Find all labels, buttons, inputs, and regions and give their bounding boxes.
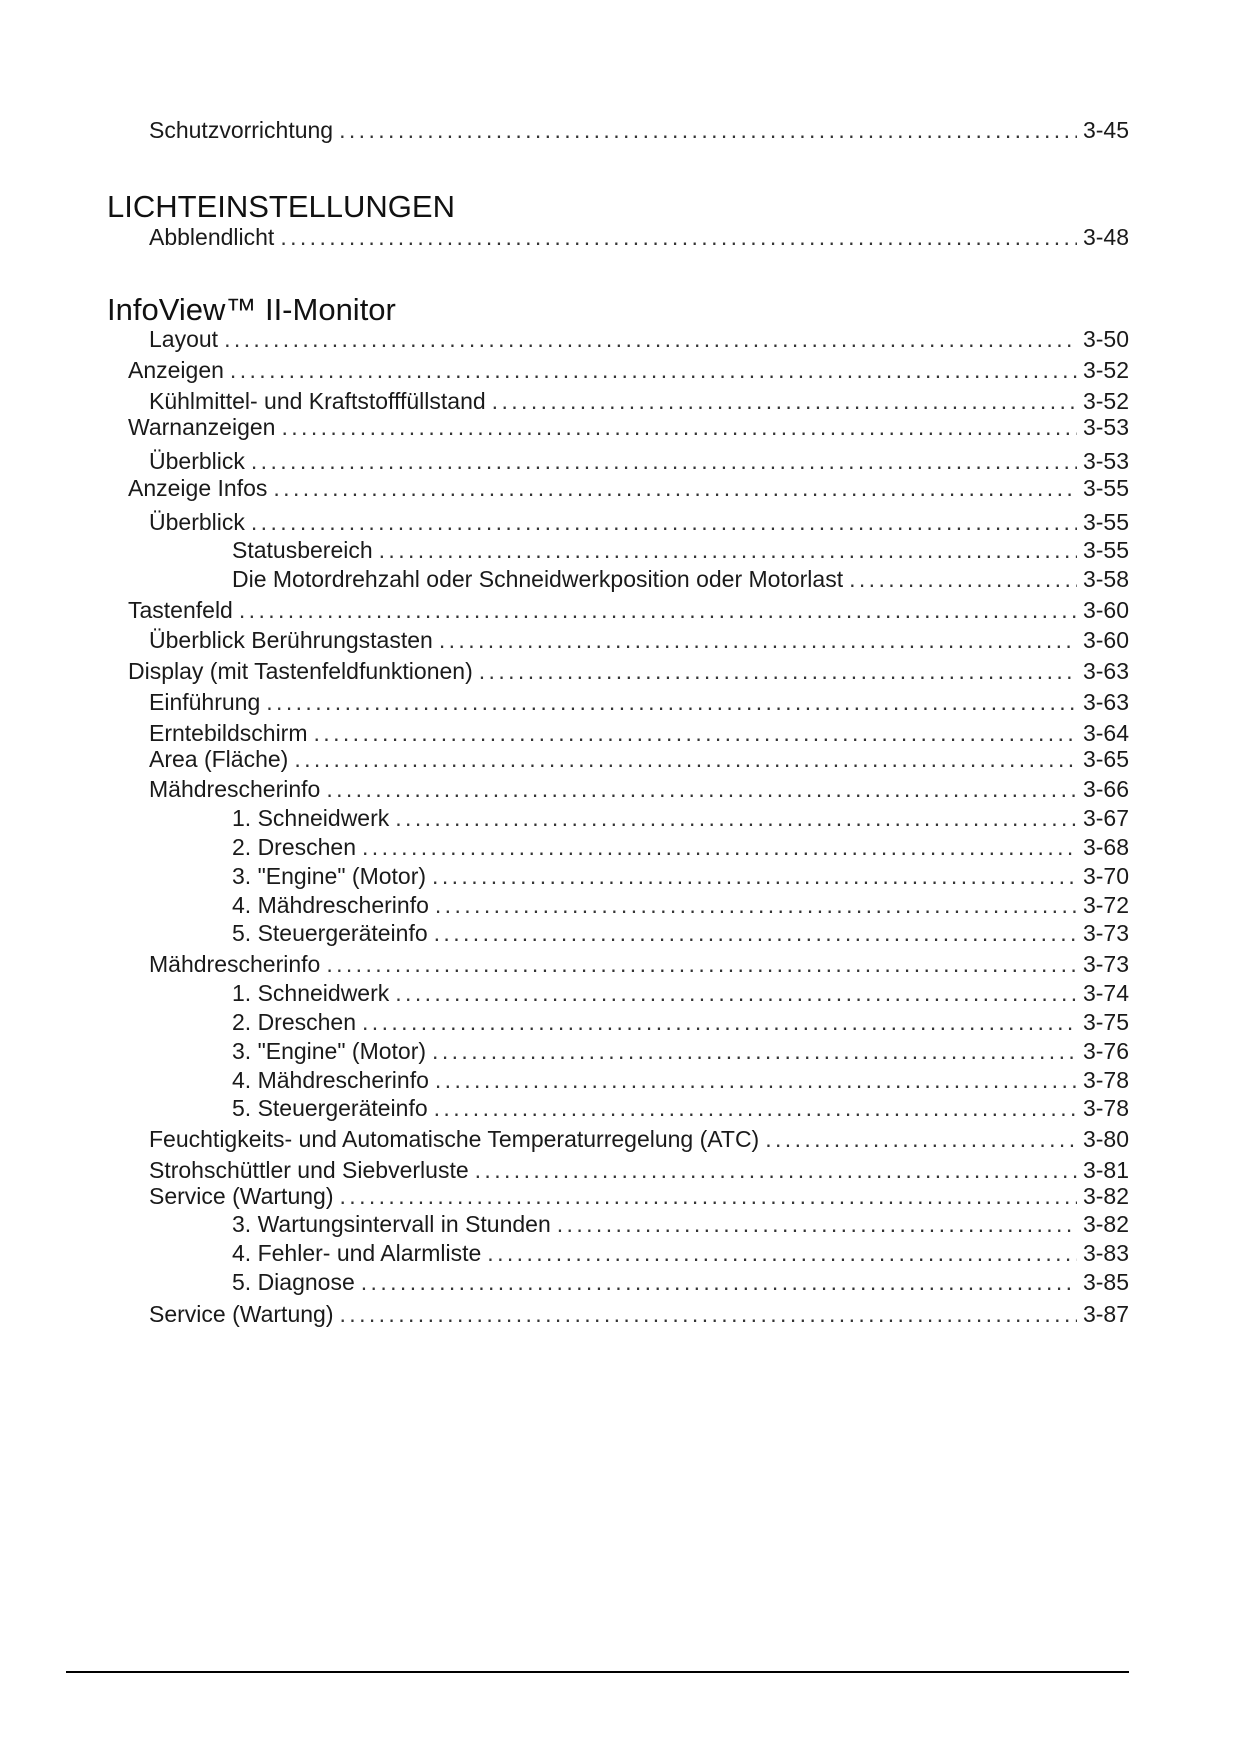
toc-entry [149, 447, 1129, 475]
toc-entry [232, 1094, 1129, 1122]
toc-entry [149, 626, 1129, 654]
toc-entry-page: 3-52 [1082, 388, 1129, 414]
toc-entry-title: Area (Fläche) [149, 746, 289, 772]
toc-entry-title: Tastenfeld [128, 597, 233, 623]
toc-entry-page: 3-83 [1082, 1240, 1129, 1266]
toc-entry-page: 3-67 [1082, 805, 1129, 831]
toc-leader-dots [434, 1094, 1077, 1122]
toc-entry-page: 3-63 [1082, 689, 1129, 715]
toc-entry-page: 3-74 [1082, 980, 1129, 1006]
toc-entry [128, 657, 1129, 685]
toc-entry [128, 356, 1129, 384]
toc-leader-dots [281, 413, 1076, 441]
toc-entry-page: 3-55 [1082, 475, 1129, 501]
toc-entry-page: 3-58 [1082, 566, 1129, 592]
toc-entry-page: 3-45 [1082, 117, 1129, 143]
toc-leader-dots [439, 626, 1077, 654]
toc-entry-page: 3-53 [1082, 448, 1129, 474]
toc-entry [149, 1182, 1129, 1210]
toc-entry [149, 508, 1129, 536]
toc-entry [149, 745, 1129, 773]
toc-entry-title: 1. Schneidwerk [232, 980, 390, 1006]
toc-entry-title: Statusbereich [232, 537, 373, 563]
toc-entry-title: Erntebildschirm [149, 720, 308, 746]
toc-leader-dots [379, 536, 1077, 564]
footer-rule [66, 1671, 1129, 1673]
toc-leader-dots [339, 1300, 1076, 1328]
toc-entry-title: Mähdrescherinfo [149, 951, 321, 977]
toc-entry-page: 3-48 [1082, 224, 1129, 250]
toc-entry-page: 3-55 [1082, 509, 1129, 535]
toc-entry-page: 3-65 [1082, 746, 1129, 772]
toc-leader-dots [435, 1066, 1077, 1094]
toc-entry [149, 1156, 1129, 1184]
toc-entry [232, 1066, 1129, 1094]
toc-entry-page: 3-81 [1082, 1157, 1129, 1183]
toc-entry [232, 1268, 1129, 1296]
toc-entry-title: Service (Wartung) [149, 1301, 334, 1327]
toc-entry [232, 1037, 1129, 1065]
toc-entry [232, 1210, 1129, 1238]
toc-leader-dots [224, 325, 1077, 353]
toc-entry [128, 596, 1129, 624]
toc-leader-dots [395, 804, 1077, 832]
toc-entry-page: 3-87 [1082, 1301, 1129, 1327]
toc-entry [232, 1008, 1129, 1036]
toc-leader-dots [479, 657, 1077, 685]
toc-entry-title: 4. Mähdrescherinfo [232, 1067, 429, 1093]
toc-leader-dots [339, 1182, 1076, 1210]
toc-leader-dots [432, 862, 1077, 890]
toc-entry-page: 3-76 [1082, 1038, 1129, 1064]
toc-entry [149, 387, 1129, 415]
toc-leader-dots [361, 1268, 1077, 1296]
toc-entry-page: 3-82 [1082, 1211, 1129, 1237]
toc-leader-dots [492, 387, 1077, 415]
toc-entry-page: 3-52 [1082, 357, 1129, 383]
toc-entry [232, 536, 1129, 564]
toc-entry-page: 3-73 [1082, 951, 1129, 977]
toc-entry-title: Überblick [149, 448, 245, 474]
toc-entry-page: 3-64 [1082, 720, 1129, 746]
toc-entry-page: 3-73 [1082, 920, 1129, 946]
toc-entry-title: 5. Diagnose [232, 1269, 355, 1295]
toc-leader-dots [239, 596, 1077, 624]
toc-leader-dots [849, 565, 1077, 593]
toc-entry-title: 4. Fehler- und Alarmliste [232, 1240, 482, 1266]
toc-entry-title: Layout [149, 326, 219, 352]
toc-leader-dots [251, 508, 1077, 536]
toc-entry-title: 5. Steuergeräteinfo [232, 920, 428, 946]
toc-leader-dots [432, 1037, 1077, 1065]
toc-entry-page: 3-68 [1082, 834, 1129, 860]
toc-entry-title: Display (mit Tastenfeldfunktionen) [128, 658, 473, 684]
toc-entry-page: 3-50 [1082, 326, 1129, 352]
toc-entry-title: 5. Steuergeräteinfo [232, 1095, 428, 1121]
toc-entry-title: Strohschüttler und Siebverluste [149, 1157, 469, 1183]
toc-entry-title: Mähdrescherinfo [149, 776, 321, 802]
toc-entry [232, 565, 1129, 593]
toc-entry-title: Warnanzeigen [128, 414, 276, 440]
toc-entry [149, 719, 1129, 747]
toc-leader-dots [434, 919, 1077, 947]
toc-entry [149, 325, 1129, 353]
toc-entry [232, 1239, 1129, 1267]
toc-entry-title: 2. Dreschen [232, 1009, 357, 1035]
toc-entry-title: Abblendlicht [149, 224, 275, 250]
toc-entry-page: 3-55 [1082, 537, 1129, 563]
toc-entry-title: 3. Wartungsintervall in Stunden [232, 1211, 551, 1237]
toc-entry-page: 3-75 [1082, 1009, 1129, 1035]
toc-entry-title: Feuchtigkeits- und Automatische Temperaturregelung (ATC) [149, 1126, 760, 1152]
toc-leader-dots [557, 1210, 1077, 1238]
toc-entry-page: 3-78 [1082, 1067, 1129, 1093]
toc-leader-dots [266, 688, 1077, 716]
toc-leader-dots [280, 223, 1077, 251]
toc-entry-title: Die Motordrehzahl oder Schneidwerkposition oder Motorlast [232, 566, 844, 592]
toc-entry-title: Kühlmittel- und Kraftstofffüllstand [149, 388, 486, 414]
toc-entry [232, 919, 1129, 947]
toc-entry-title: Überblick [149, 509, 245, 535]
toc-leader-dots [230, 356, 1077, 384]
toc-entry [128, 474, 1129, 502]
toc-entry [149, 223, 1129, 251]
toc-entry [232, 979, 1129, 1007]
toc-entry-title: 4. Mähdrescherinfo [232, 892, 429, 918]
toc-entry [149, 775, 1129, 803]
toc-entry [232, 833, 1129, 861]
section-heading: LICHTEINSTELLUNGEN [107, 189, 455, 224]
toc-entry-title: Einführung [149, 689, 261, 715]
toc-entry-page: 3-72 [1082, 892, 1129, 918]
toc-leader-dots [362, 1008, 1077, 1036]
toc-entry-page: 3-66 [1082, 776, 1129, 802]
toc-entry-title: Überblick Berührungstasten [149, 627, 433, 653]
toc-entry-page: 3-63 [1082, 658, 1129, 684]
toc-entry [149, 1300, 1129, 1328]
toc-leader-dots [475, 1156, 1077, 1184]
toc-entry-title: 3. "Engine" (Motor) [232, 1038, 427, 1064]
toc-leader-dots [765, 1125, 1077, 1153]
toc-entry-page: 3-53 [1082, 414, 1129, 440]
toc-entry-title: Anzeigen [128, 357, 224, 383]
toc-entry [232, 862, 1129, 890]
toc-entry-title: 1. Schneidwerk [232, 805, 390, 831]
toc-entry-page: 3-80 [1082, 1126, 1129, 1152]
toc-leader-dots [395, 979, 1077, 1007]
toc-leader-dots [326, 775, 1077, 803]
toc-leader-dots [487, 1239, 1077, 1267]
toc-entry-title: 2. Dreschen [232, 834, 357, 860]
toc-entry [232, 804, 1129, 832]
toc-entry-page: 3-60 [1082, 597, 1129, 623]
toc-entry-page: 3-82 [1082, 1183, 1129, 1209]
toc-entry [232, 891, 1129, 919]
toc-entry [149, 1125, 1129, 1153]
toc-entry-page: 3-85 [1082, 1269, 1129, 1295]
toc-entry [149, 688, 1129, 716]
toc-leader-dots [339, 116, 1077, 144]
toc-leader-dots [251, 447, 1077, 475]
toc-leader-dots [294, 745, 1077, 773]
toc-leader-dots [326, 950, 1077, 978]
toc-entry-title: Service (Wartung) [149, 1183, 334, 1209]
toc-entry-page: 3-70 [1082, 863, 1129, 889]
toc-entry-title: Schutzvorrichtung [149, 117, 334, 143]
toc-entry-title: Anzeige Infos [128, 475, 268, 501]
toc-entry [149, 950, 1129, 978]
toc-leader-dots [362, 833, 1077, 861]
section-heading: InfoView™ II-Monitor [107, 292, 396, 327]
toc-leader-dots [314, 719, 1077, 747]
toc-entry-page: 3-78 [1082, 1095, 1129, 1121]
toc-entry [149, 116, 1129, 144]
toc-leader-dots [273, 474, 1077, 502]
toc-entry-title: 3. "Engine" (Motor) [232, 863, 427, 889]
toc-entry-page: 3-60 [1082, 627, 1129, 653]
toc-leader-dots [435, 891, 1077, 919]
toc-entry [128, 413, 1129, 441]
